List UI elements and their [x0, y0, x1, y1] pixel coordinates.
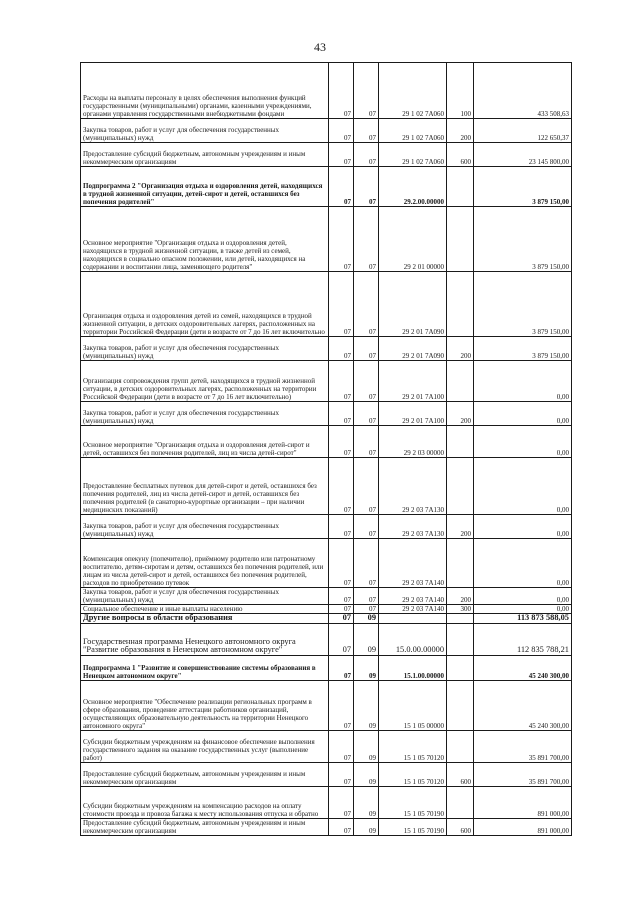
amount-cell: 112 835 788,21 [474, 623, 572, 655]
section-code-cell: 07 [329, 655, 354, 680]
amount-cell: 3 879 150,00 [474, 272, 572, 337]
amount-cell: 0,00 [474, 458, 572, 515]
row-name-cell: Предоставление субсидий бюджетным, автономным учреждениям и иным некоммерческим организациям [81, 818, 329, 835]
target-article-cell: 15 1 05 70190 [379, 786, 447, 818]
subsection-code-cell: 07 [354, 337, 379, 361]
amount-cell: 0,00 [474, 361, 572, 402]
table-row [81, 143, 572, 167]
expense-type-cell [447, 614, 474, 624]
table-row [81, 605, 572, 614]
section-code-cell: 07 [329, 614, 354, 624]
row-name-cell: Закупка товаров, работ и услуг для обеспечения государственных (муниципальных) нужд [81, 515, 329, 539]
amount-cell: 433 508,63 [474, 63, 572, 119]
table-row [81, 458, 572, 515]
table-row [81, 207, 572, 272]
expense-type-cell [447, 655, 474, 680]
expense-type-cell: 300 [447, 605, 474, 614]
section-code-cell: 07 [329, 605, 354, 614]
amount-cell: 0,00 [474, 515, 572, 539]
section-code-cell: 07 [329, 458, 354, 515]
amount-cell: 3 879 150,00 [474, 167, 572, 207]
table-row [81, 272, 572, 337]
subsection-code-cell: 07 [354, 167, 379, 207]
row-name-cell: Другие вопросы в области образования [81, 614, 329, 624]
target-article-cell: 29 2 01 7А100 [379, 361, 447, 402]
subsection-code-cell: 07 [354, 402, 379, 426]
page-number: 43 [314, 40, 326, 54]
subsection-code-cell: 07 [354, 539, 379, 588]
target-article-cell: 29 2 03 7А140 [379, 605, 447, 614]
table-row [81, 515, 572, 539]
target-article-cell: 15 1 05 00000 [379, 680, 447, 730]
table-row [81, 119, 572, 143]
target-article-cell: 29 2 03 00000 [379, 426, 447, 458]
amount-cell: 0,00 [474, 402, 572, 426]
expense-type-cell [447, 361, 474, 402]
subsection-code-cell: 07 [354, 515, 379, 539]
subsection-code-cell: 07 [354, 361, 379, 402]
expense-type-cell [447, 680, 474, 730]
section-code-cell: 07 [329, 680, 354, 730]
amount-cell: 35 891 700,00 [474, 762, 572, 786]
section-code-cell: 07 [329, 515, 354, 539]
target-article-cell: 29 1 02 7А060 [379, 143, 447, 167]
amount-cell: 45 240 300,00 [474, 680, 572, 730]
table-row [81, 588, 572, 605]
row-name-cell: Государственная программа Ненецкого автономного округа "Развитие образования в Ненецком автономном округе" [81, 623, 329, 655]
target-article-cell: 15 1 05 70120 [379, 730, 447, 762]
expense-type-cell: 100 [447, 63, 474, 119]
subsection-code-cell: 09 [354, 818, 379, 835]
expense-type-cell: 200 [447, 337, 474, 361]
subsection-code-cell: 07 [354, 143, 379, 167]
amount-cell: 0,00 [474, 539, 572, 588]
row-name-cell: Предоставление бесплатных путевок для детей-сирот и детей, оставшихся без попечения родителей, лиц из числа детей-сирот и детей, оставшихся без попечения родителей (в санаторно-курортные организации – при наличии медицинских показаний) [81, 458, 329, 515]
section-code-cell: 07 [329, 361, 354, 402]
amount-cell: 3 879 150,00 [474, 207, 572, 272]
row-name-cell: Организация сопровождения групп детей, находящихся в трудной жизненной ситуации, в детских оздоровительных лагерях, расположенных на территории Российской Федерации (дети в возрасте от 7 до 16 лет включительно) [81, 361, 329, 402]
section-code-cell: 07 [329, 730, 354, 762]
table-row [81, 762, 572, 786]
row-name-cell: Организация отдыха и оздоровления детей из семей, находящихся в трудной жизненной ситуации, в детских оздоровительных лагерях, расположенных на территории Российской Федерации (дети в возрасте от 7 до 16 лет включительно [81, 272, 329, 337]
amount-cell: 0,00 [474, 605, 572, 614]
expense-type-cell: 200 [447, 402, 474, 426]
expense-type-cell: 200 [447, 119, 474, 143]
row-name-cell: Закупка товаров, работ и услуг для обеспечения государственных (муниципальных) нужд [81, 588, 329, 605]
amount-cell: 23 145 800,00 [474, 143, 572, 167]
subsection-code-cell: 07 [354, 605, 379, 614]
subsection-code-cell: 09 [354, 623, 379, 655]
expense-type-cell: 600 [447, 143, 474, 167]
table-row [81, 623, 572, 655]
expense-type-cell [447, 426, 474, 458]
amount-cell: 891 000,00 [474, 786, 572, 818]
expense-type-cell [447, 167, 474, 207]
row-name-cell: Расходы на выплаты персоналу в целях обеспечения выполнения функций государственными (муниципальными) органами, казенными учреждениями, органами управления государственными внебюджетными фондами [81, 63, 329, 119]
target-article-cell: 29 2 01 00000 [379, 207, 447, 272]
expense-type-cell: 200 [447, 588, 474, 605]
row-name-cell: Основное мероприятие "Обеспечение реализации региональных программ в сфере образования, проведение аттестации работников организаций, осуществляющих образовательную деятельность на территории Ненецкого автономного округа" [81, 680, 329, 730]
table-row [81, 786, 572, 818]
table-row [81, 539, 572, 588]
section-code-cell: 07 [329, 426, 354, 458]
row-name-cell: Предоставление субсидий бюджетным, автономным учреждениям и иным некоммерческим организациям [81, 143, 329, 167]
row-name-cell: Закупка товаров, работ и услуг для обеспечения государственных (муниципальных) нужд [81, 119, 329, 143]
expense-type-cell [447, 539, 474, 588]
row-name-cell: Подпрограмма 1 "Развитие и совершенствование системы образования в Ненецком автономном округе" [81, 655, 329, 680]
table-row [81, 655, 572, 680]
section-code-cell: 07 [329, 402, 354, 426]
section-code-cell: 07 [329, 786, 354, 818]
row-name-cell: Основное мероприятие "Организация отдыха и оздоровления детей, находящихся в трудной жизненной ситуации, в также детей из семей, находящихся в социально опасном положении, или детей, находящихся на содержании и воспитании лица, заменяющего родителя" [81, 207, 329, 272]
target-article-cell: 15 1 05 70120 [379, 762, 447, 786]
subsection-code-cell: 09 [354, 655, 379, 680]
target-article-cell: 29 2 01 7А090 [379, 272, 447, 337]
expense-type-cell [447, 623, 474, 655]
table-row [81, 730, 572, 762]
subsection-code-cell: 07 [354, 458, 379, 515]
subsection-code-cell: 07 [354, 63, 379, 119]
target-article-cell: 29 2 03 7А130 [379, 458, 447, 515]
amount-cell: 0,00 [474, 588, 572, 605]
table-row [81, 614, 572, 624]
amount-cell: 122 650,37 [474, 119, 572, 143]
subsection-code-cell: 09 [354, 730, 379, 762]
target-article-cell: 15.0.00.00000 [379, 623, 447, 655]
row-name-cell: Основное мероприятие "Организация отдыха и оздоровления детей-сирот и детей, оставшихся без попечения родителей, лиц из числа детей-сирот" [81, 426, 329, 458]
target-article-cell: 15.1.00.00000 [379, 655, 447, 680]
amount-cell: 891 000,00 [474, 818, 572, 835]
target-article-cell: 29 2 03 7А140 [379, 588, 447, 605]
target-article-cell: 29.2.00.00000 [379, 167, 447, 207]
row-name-cell: Предоставление субсидий бюджетным, автономным учреждениям и иным некоммерческим организациям [81, 762, 329, 786]
row-name-cell: Закупка товаров, работ и услуг для обеспечения государственных (муниципальных) нужд [81, 337, 329, 361]
subsection-code-cell: 07 [354, 588, 379, 605]
target-article-cell: 29 2 03 7А140 [379, 539, 447, 588]
section-code-cell: 07 [329, 167, 354, 207]
row-name-cell: Субсидии бюджетным учреждениям на компенсацию расходов на оплату стоимости проезда и провоза багажа к месту использования отпуска и обратно [81, 786, 329, 818]
section-code-cell: 07 [329, 623, 354, 655]
row-name-cell: Подпрограмма 2 "Организация отдыха и оздоровления детей, находящихся в трудной жизненной ситуации, детей-сирот и детей, оставшихся без попечения родителей" [81, 167, 329, 207]
section-code-cell: 07 [329, 818, 354, 835]
target-article-cell: 15 1 05 70190 [379, 818, 447, 835]
target-article-cell: 29 2 01 7А090 [379, 337, 447, 361]
target-article-cell [379, 614, 447, 624]
section-code-cell: 07 [329, 539, 354, 588]
section-code-cell: 07 [329, 143, 354, 167]
section-code-cell: 07 [329, 588, 354, 605]
table-row [81, 63, 572, 119]
target-article-cell: 29 2 01 7А100 [379, 402, 447, 426]
expense-type-cell [447, 786, 474, 818]
subsection-code-cell: 07 [354, 272, 379, 337]
subsection-code-cell: 07 [354, 426, 379, 458]
subsection-code-cell: 07 [354, 207, 379, 272]
subsection-code-cell: 09 [354, 614, 379, 624]
subsection-code-cell: 07 [354, 119, 379, 143]
expense-type-cell: 600 [447, 762, 474, 786]
amount-cell: 3 879 150,00 [474, 337, 572, 361]
section-code-cell: 07 [329, 272, 354, 337]
section-code-cell: 07 [329, 762, 354, 786]
subsection-code-cell: 09 [354, 786, 379, 818]
subsection-code-cell: 09 [354, 680, 379, 730]
row-name-cell: Закупка товаров, работ и услуг для обеспечения государственных (муниципальных) нужд [81, 402, 329, 426]
section-code-cell: 07 [329, 119, 354, 143]
table-row [81, 426, 572, 458]
expense-type-cell [447, 272, 474, 337]
expense-type-cell [447, 730, 474, 762]
budget-table [80, 62, 572, 836]
amount-cell: 45 240 300,00 [474, 655, 572, 680]
table-row [81, 337, 572, 361]
target-article-cell: 29 1 02 7А060 [379, 119, 447, 143]
target-article-cell: 29 1 02 7А060 [379, 63, 447, 119]
table-row [81, 361, 572, 402]
expense-type-cell: 600 [447, 818, 474, 835]
amount-cell: 0,00 [474, 426, 572, 458]
amount-cell: 113 873 588,05 [474, 614, 572, 624]
table-row [81, 818, 572, 835]
table-row [81, 680, 572, 730]
expense-type-cell [447, 207, 474, 272]
row-name-cell: Субсидии бюджетным учреждениям на финансовое обеспечение выполнения государственного задания на оказание государственных услуг (выполнение работ) [81, 730, 329, 762]
row-name-cell: Социальное обеспечение и иные выплаты населению [81, 605, 329, 614]
expense-type-cell: 200 [447, 515, 474, 539]
table-row [81, 167, 572, 207]
section-code-cell: 07 [329, 63, 354, 119]
target-article-cell: 29 2 03 7А130 [379, 515, 447, 539]
section-code-cell: 07 [329, 207, 354, 272]
subsection-code-cell: 09 [354, 762, 379, 786]
section-code-cell: 07 [329, 337, 354, 361]
amount-cell: 35 891 700,00 [474, 730, 572, 762]
table-row [81, 402, 572, 426]
row-name-cell: Компенсация опекуну (попечителю), приёмному родителю или патронатному воспитателю, детям-сиротам и детям, оставшихся без попечения родителей, или лицам из числа детей-сирот и детей, оставшихся без попечения родителей, расходов по приобретению путевок [81, 539, 329, 588]
expense-type-cell [447, 458, 474, 515]
